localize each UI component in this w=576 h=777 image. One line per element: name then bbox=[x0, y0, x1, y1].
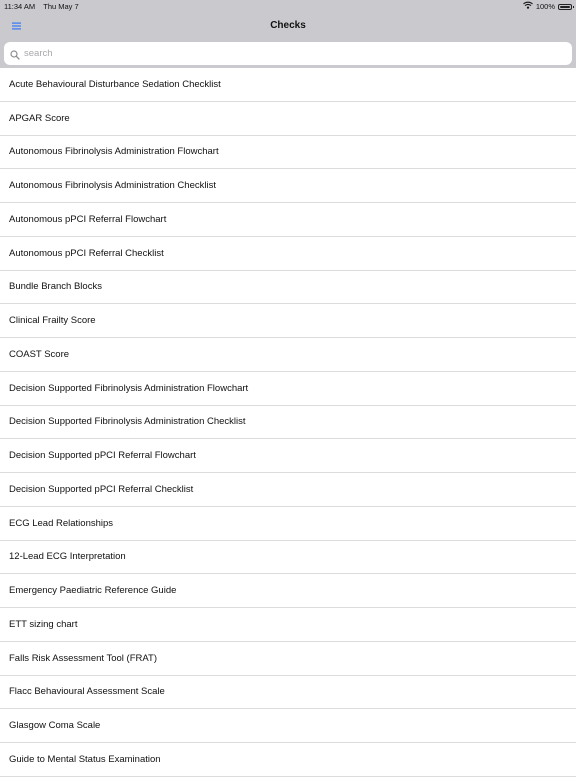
status-date: Thu May 7 bbox=[43, 2, 79, 11]
list-item[interactable]: Guide to Mental Status Examination bbox=[0, 743, 576, 777]
list-item[interactable]: Falls Risk Assessment Tool (FRAT) bbox=[0, 642, 576, 676]
list-item[interactable]: 12-Lead ECG Interpretation bbox=[0, 541, 576, 575]
list-item[interactable]: ETT sizing chart bbox=[0, 608, 576, 642]
status-bar bbox=[0, 0, 576, 13]
list-item[interactable]: COAST Score bbox=[0, 338, 576, 372]
list-item[interactable]: Clinical Frailty Score bbox=[0, 304, 576, 338]
list-item[interactable]: Decision Supported pPCI Referral Checklist bbox=[0, 473, 576, 507]
status-right bbox=[523, 0, 572, 13]
page-title: Checks bbox=[270, 20, 306, 31]
list-item[interactable]: Decision Supported Fibrinolysis Administration Flowchart bbox=[0, 372, 576, 406]
battery-icon bbox=[558, 4, 572, 10]
list-item[interactable]: Autonomous Fibrinolysis Administration Flowchart bbox=[0, 136, 576, 170]
search-icon bbox=[10, 47, 20, 65]
wifi-icon bbox=[523, 0, 533, 13]
list-item[interactable]: Autonomous Fibrinolysis Administration Checklist bbox=[0, 169, 576, 203]
search-field[interactable] bbox=[4, 42, 572, 65]
list-item[interactable]: Flacc Behavioural Assessment Scale bbox=[0, 676, 576, 710]
status-left bbox=[4, 0, 79, 13]
list-item[interactable]: Autonomous pPCI Referral Checklist bbox=[0, 237, 576, 271]
navigation-bar bbox=[0, 13, 576, 39]
list-item[interactable]: Emergency Paediatric Reference Guide bbox=[0, 574, 576, 608]
list-item[interactable]: Autonomous pPCI Referral Flowchart bbox=[0, 203, 576, 237]
list-item[interactable]: Bundle Branch Blocks bbox=[0, 271, 576, 305]
checks-list bbox=[0, 68, 576, 777]
list-item[interactable]: ECG Lead Relationships bbox=[0, 507, 576, 541]
battery-percent: 100% bbox=[535, 2, 555, 11]
status-time: 11:34 AM bbox=[4, 2, 36, 11]
search-bar bbox=[0, 39, 576, 68]
list-item[interactable]: APGAR Score bbox=[0, 102, 576, 136]
search-input[interactable] bbox=[24, 42, 564, 65]
list-item[interactable]: Acute Behavioural Disturbance Sedation Checklist bbox=[0, 68, 576, 102]
list-item[interactable]: Decision Supported Fibrinolysis Administration Checklist bbox=[0, 406, 576, 440]
list-item[interactable]: Glasgow Coma Scale bbox=[0, 709, 576, 743]
list-item[interactable]: Decision Supported pPCI Referral Flowchart bbox=[0, 439, 576, 473]
